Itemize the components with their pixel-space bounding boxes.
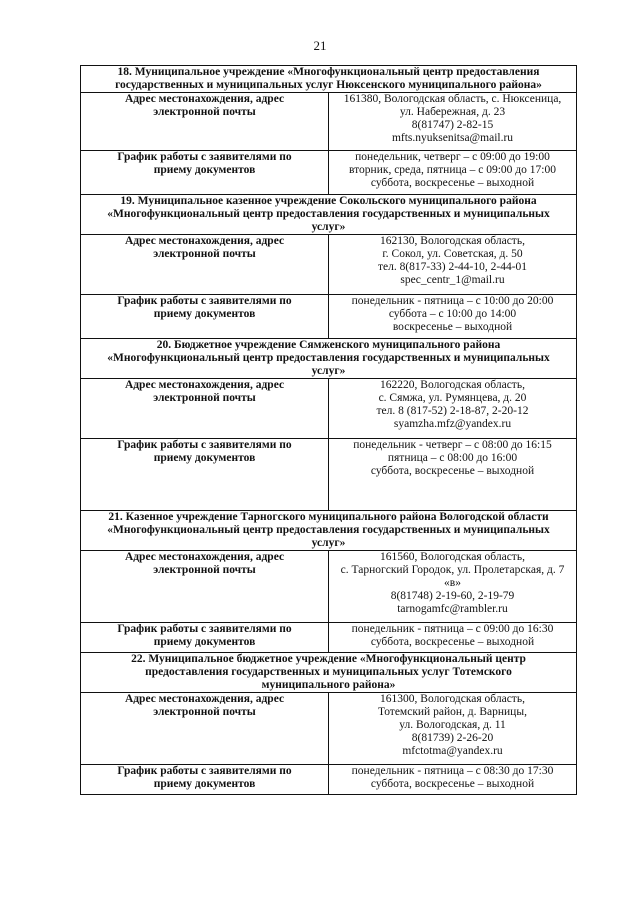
schedule-value <box>329 295 577 339</box>
mfc-registry-table <box>80 65 577 795</box>
label-line: приему документов <box>153 452 256 464</box>
section-title-line: 19. Муниципальное казенное учреждение Сокольского муниципального района <box>120 195 537 207</box>
address-label <box>81 551 329 623</box>
schedule-line: вторник, среда, пятница – с 09:00 до 17:00 <box>349 164 556 176</box>
schedule-label <box>81 151 329 195</box>
label-line: Адрес местонахождения, адрес <box>124 379 285 391</box>
address-value <box>329 235 577 295</box>
address-line: Тотемский район, д. Варницы, <box>378 706 527 718</box>
email-line: syamzha.mfz@yandex.ru <box>393 418 512 430</box>
section-title <box>81 653 577 693</box>
address-line: г. Сокол, ул. Советская, д. 50 <box>382 248 523 260</box>
label-line: График работы с заявителями по <box>117 151 292 163</box>
page-number: 21 <box>313 38 327 53</box>
section-21-title-row <box>81 511 577 551</box>
section-title <box>81 66 577 93</box>
address-label <box>81 235 329 295</box>
label-line: электронной почты <box>153 248 256 260</box>
address-label <box>81 379 329 439</box>
section-title-line: государственных и муниципальных услуг Нюксенского муниципального района» <box>115 79 542 91</box>
section-title <box>81 195 577 235</box>
address-value <box>329 551 577 623</box>
label-line: приему документов <box>153 164 256 176</box>
schedule-label <box>81 623 329 653</box>
phone-line: 8(81739) 2-26-20 <box>411 732 494 744</box>
section-title-line: предоставления государственных и муниципальных услуг Тотемского <box>145 666 512 678</box>
schedule-value <box>329 765 577 795</box>
section-18-title-row <box>81 66 577 93</box>
phone-line: тел. 8(817-33) 2-44-10, 2-44-01 <box>377 261 528 273</box>
email-line: mfts.nyuksenitsa@mail.ru <box>391 132 514 144</box>
address-line: ул. Набережная, д. 23 <box>399 106 506 118</box>
address-line: 162220, Вологодская область, <box>380 379 525 391</box>
email-line: mfctotma@yandex.ru <box>402 745 503 757</box>
schedule-line: понедельник - пятница – с 10:00 до 20:00 <box>351 295 554 307</box>
phone-line: 8(81748) 2-19-60, 2-19-79 <box>390 590 515 602</box>
label-line: электронной почты <box>153 706 256 718</box>
label-line: Адрес местонахождения, адрес <box>124 693 285 705</box>
schedule-line: суббота, воскресенье – выходной <box>370 177 535 189</box>
schedule-value <box>329 623 577 653</box>
section-title-line: услуг» <box>311 365 346 377</box>
address-label <box>81 93 329 151</box>
address-line: с. Тарногский Городок, ул. Пролетарская, д. 7 <box>340 564 565 576</box>
address-value <box>329 693 577 765</box>
label-line: приему документов <box>153 636 256 648</box>
section-19-title-row <box>81 195 577 235</box>
section-title-line: 20. Бюджетное учреждение Сямженского муниципального района <box>156 339 501 351</box>
address-row <box>81 693 577 765</box>
schedule-label <box>81 295 329 339</box>
schedule-line: воскресенье – выходной <box>392 321 513 333</box>
label-line: приему документов <box>153 778 256 790</box>
label-line: приему документов <box>153 308 256 320</box>
address-line: ул. Вологодская, д. 11 <box>399 719 506 731</box>
schedule-row <box>81 295 577 339</box>
section-20-title-row <box>81 339 577 379</box>
address-label <box>81 693 329 765</box>
schedule-value <box>329 151 577 195</box>
label-line: График работы с заявителями по <box>117 439 292 451</box>
address-line: с. Сямжа, ул. Румянцева, д. 20 <box>378 392 527 404</box>
address-row <box>81 93 577 151</box>
address-value <box>329 379 577 439</box>
address-line: «в» <box>444 577 461 589</box>
section-title-line: услуг» <box>311 221 346 233</box>
address-line: 162130, Вологодская область, <box>380 235 525 247</box>
address-row <box>81 379 577 439</box>
schedule-value <box>329 439 577 511</box>
schedule-row <box>81 151 577 195</box>
schedule-line: суббота, воскресенье – выходной <box>370 778 535 790</box>
email-line: tarnogamfc@rambler.ru <box>397 603 508 615</box>
address-value <box>329 93 577 151</box>
section-title-line: «Многофункциональный центр предоставления государственных и муниципальных <box>107 208 550 220</box>
schedule-line: понедельник, четверг – с 09:00 до 19:00 <box>355 151 550 163</box>
schedule-line: суббота, воскресенье – выходной <box>370 465 535 477</box>
schedule-line: понедельник - четверг – с 08:00 до 16:15 <box>353 439 552 451</box>
phone-line: 8(81747) 2-82-15 <box>411 119 494 131</box>
label-line: График работы с заявителями по <box>117 623 292 635</box>
section-title-line: муниципального района» <box>261 679 396 691</box>
address-line: 161380, Вологодская область, с. Нюксеница, <box>343 93 562 105</box>
section-22-title-row <box>81 653 577 693</box>
label-line: электронной почты <box>153 564 256 576</box>
section-title-line: 21. Казенное учреждение Тарногского муниципального района Вологодской области <box>108 511 549 523</box>
address-row <box>81 235 577 295</box>
email-line: spec_centr_1@mail.ru <box>400 274 505 286</box>
label-line: электронной почты <box>153 106 256 118</box>
section-title-line: 22. Муниципальное бюджетное учреждение «Многофункциональный центр <box>131 653 526 665</box>
schedule-line: понедельник - пятница – с 09:00 до 16:30 <box>351 623 554 635</box>
section-title <box>81 511 577 551</box>
schedule-label <box>81 439 329 511</box>
schedule-row <box>81 623 577 653</box>
label-line: Адрес местонахождения, адрес <box>124 235 285 247</box>
schedule-line: понедельник - пятница – с 08:30 до 17:30 <box>351 765 554 777</box>
schedule-label <box>81 765 329 795</box>
schedule-row <box>81 765 577 795</box>
section-title-line: услуг» <box>311 537 346 549</box>
section-title-line: «Многофункциональный центр предоставления государственных и муниципальных <box>107 524 550 536</box>
section-title-line: «Многофункциональный центр предоставления государственных и муниципальных <box>107 352 550 364</box>
label-line: График работы с заявителями по <box>117 295 292 307</box>
label-line: электронной почты <box>153 392 256 404</box>
label-line: Адрес местонахождения, адрес <box>124 93 285 105</box>
section-title <box>81 339 577 379</box>
address-line: 161300, Вологодская область, <box>380 693 525 705</box>
schedule-line: суббота, воскресенье – выходной <box>370 636 535 648</box>
label-line: Адрес местонахождения, адрес <box>124 551 285 563</box>
address-row <box>81 551 577 623</box>
label-line: График работы с заявителями по <box>117 765 292 777</box>
address-line: 161560, Вологодская область, <box>380 551 525 563</box>
phone-line: тел. 8 (817-52) 2-18-87, 2-20-12 <box>376 405 529 417</box>
schedule-line: суббота – с 10:00 до 14:00 <box>388 308 517 320</box>
schedule-row <box>81 439 577 511</box>
schedule-line: пятница – с 08:00 до 16:00 <box>387 452 518 464</box>
section-title-line: 18. Муниципальное учреждение «Многофункциональный центр предоставления <box>117 66 540 78</box>
